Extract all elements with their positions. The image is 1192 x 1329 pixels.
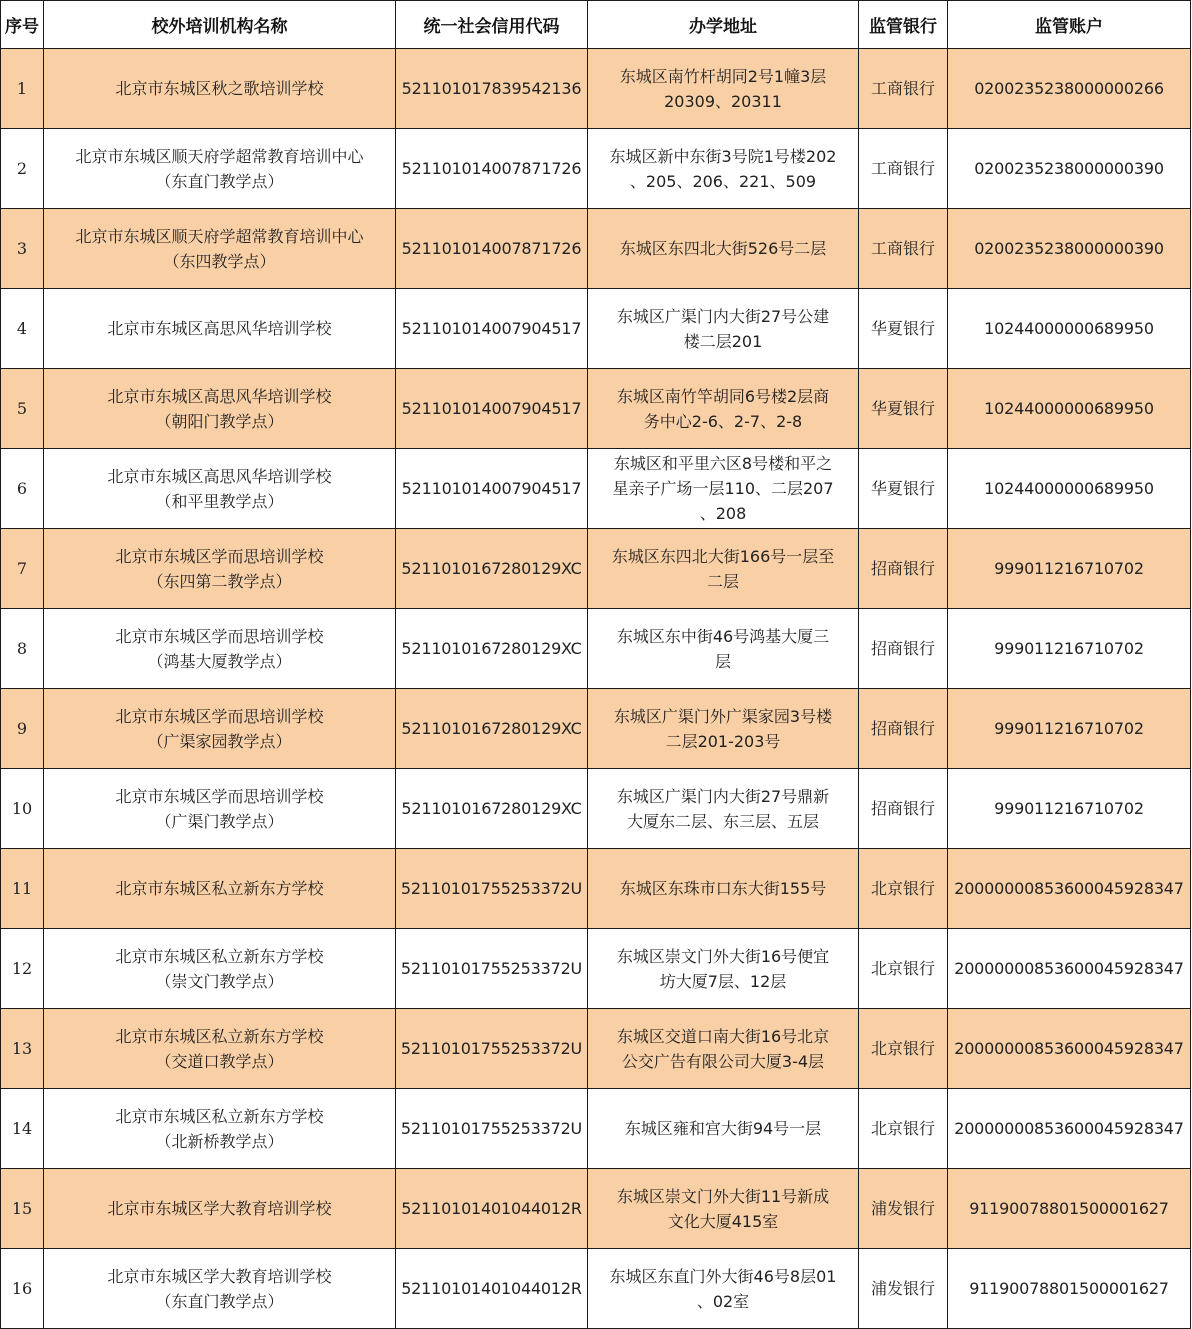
supervised-account: 0200235238000000390	[948, 209, 1191, 289]
institution-name-line: （东四第二教学点）	[147, 571, 292, 591]
school-address-line: 星亲子广场一层110、二层207	[612, 479, 834, 498]
supervising-bank: 浦发银行	[859, 1169, 948, 1249]
header-institution-name: 校外培训机构名称	[44, 1, 396, 49]
table-row	[1, 49, 1191, 129]
row-index: 12	[1, 929, 44, 1009]
institution-name-line: 北京市东城区秋之歌培训学校	[115, 79, 324, 98]
institution-name-line: 北京市东城区学而思培训学校	[115, 786, 324, 806]
supervising-bank: 北京银行	[859, 1009, 948, 1089]
institution-name	[44, 1009, 396, 1089]
institution-name	[44, 529, 396, 609]
school-address	[588, 689, 859, 769]
header-address: 办学地址	[588, 1, 859, 49]
institution-name-line: （广渠门教学点）	[155, 811, 284, 831]
supervised-account: 0200235238000000266	[948, 49, 1191, 129]
institution-name-line: 北京市东城区私立新东方学校	[115, 879, 324, 898]
school-address-line: 层	[714, 651, 731, 671]
institution-name	[44, 929, 396, 1009]
credit-code: 5211010167280129XC	[396, 769, 588, 849]
school-address-line: 二层201-203号	[665, 731, 781, 751]
row-index: 13	[1, 1009, 44, 1089]
school-address-line: 文化大厦415室	[667, 1211, 779, 1231]
school-address-line: 、208	[699, 504, 747, 523]
school-address	[588, 289, 859, 369]
credit-code: 5211010167280129XC	[396, 609, 588, 689]
school-address	[588, 769, 859, 849]
institution-name	[44, 1089, 396, 1169]
school-address-line: 东城区东珠市口东大街155号	[619, 879, 827, 898]
supervising-bank: 北京银行	[859, 1089, 948, 1169]
credit-code: 521101014007871726	[396, 209, 588, 289]
institution-name-line: （交道口教学点）	[155, 1051, 284, 1071]
school-address-line: 、02室	[696, 1291, 750, 1311]
institution-name-line: （和平里教学点）	[155, 491, 284, 511]
institution-name-line: 北京市东城区顺天府学超常教育培训中心	[75, 146, 364, 166]
row-index: 10	[1, 769, 44, 849]
supervised-account: 20000000853600045928347	[948, 849, 1191, 929]
supervising-bank: 北京银行	[859, 849, 948, 929]
institution-name	[44, 129, 396, 209]
institution-name	[44, 369, 396, 449]
school-address-line: 东城区南竹竿胡同6号楼2层商	[616, 386, 830, 406]
supervised-account: 10244000000689950	[948, 449, 1191, 529]
school-address	[588, 1169, 859, 1249]
school-address-line: 东城区雍和宫大街94号一层	[624, 1119, 822, 1138]
row-index: 8	[1, 609, 44, 689]
row-index: 5	[1, 369, 44, 449]
institution-name	[44, 449, 396, 529]
credit-code: 52110101755253372U	[396, 1009, 588, 1089]
school-address-line: 东城区南竹杆胡同2号1幢3层	[619, 66, 827, 86]
row-index: 3	[1, 209, 44, 289]
supervised-account: 91190078801500001627	[948, 1169, 1191, 1249]
supervising-bank: 华夏银行	[859, 369, 948, 449]
institution-name	[44, 289, 396, 369]
school-address	[588, 849, 859, 929]
row-index: 9	[1, 689, 44, 769]
supervised-account: 10244000000689950	[948, 289, 1191, 369]
supervising-bank: 招商银行	[859, 609, 948, 689]
institution-name-line: （鸿基大厦教学点）	[147, 651, 292, 671]
row-index: 11	[1, 849, 44, 929]
row-index: 4	[1, 289, 44, 369]
institution-name-line: （崇文门教学点）	[155, 971, 284, 991]
school-address-line: 20309、20311	[664, 91, 782, 111]
school-address	[588, 1009, 859, 1089]
row-index: 14	[1, 1089, 44, 1169]
supervised-account: 20000000853600045928347	[948, 1089, 1191, 1169]
school-address-line: 东城区广渠门内大街27号鼎新	[616, 786, 830, 806]
credit-code: 521101014007904517	[396, 369, 588, 449]
supervised-account: 999011216710702	[948, 529, 1191, 609]
school-address	[588, 929, 859, 1009]
school-address-line: 楼二层201	[683, 331, 763, 351]
row-index: 2	[1, 129, 44, 209]
school-address-line: 大厦东二层、东三层、五层	[626, 811, 819, 831]
supervising-bank: 招商银行	[859, 769, 948, 849]
row-index: 16	[1, 1249, 44, 1329]
institution-name-line: 北京市东城区私立新东方学校	[115, 946, 324, 966]
table-row	[1, 209, 1191, 289]
credit-code: 52110101401044012R	[396, 1249, 588, 1329]
institution-name	[44, 1249, 396, 1329]
credit-code: 52110101401044012R	[396, 1169, 588, 1249]
school-address	[588, 609, 859, 689]
institution-name	[44, 209, 396, 289]
credit-code: 52110101755253372U	[396, 849, 588, 929]
school-address-line: 东城区崇文门外大街16号便宜	[616, 946, 830, 966]
institution-name-line: 北京市东城区高思风华培训学校	[107, 466, 332, 486]
table-row	[1, 529, 1191, 609]
institution-name-line: 北京市东城区学而思培训学校	[115, 626, 324, 646]
table-row	[1, 1089, 1191, 1169]
school-address-line: 东城区东直门外大街46号8层01	[609, 1266, 837, 1286]
supervised-account: 999011216710702	[948, 609, 1191, 689]
school-address-line: 东城区东四北大街166号一层至	[611, 546, 835, 566]
table-row	[1, 449, 1191, 529]
school-address-line: 东城区广渠门外广渠家园3号楼	[613, 706, 833, 726]
institution-name-line: （东直门教学点）	[155, 171, 284, 191]
credit-code: 5211010167280129XC	[396, 529, 588, 609]
school-address-line: 东城区东四北大街526号二层	[619, 239, 827, 258]
table-row	[1, 289, 1191, 369]
credit-code: 521101014007904517	[396, 289, 588, 369]
institution-name	[44, 769, 396, 849]
credit-code: 521101017839542136	[396, 49, 588, 129]
school-address-line: 东城区和平里六区8号楼和平之	[613, 454, 833, 473]
supervised-account: 999011216710702	[948, 769, 1191, 849]
supervising-bank: 华夏银行	[859, 449, 948, 529]
institution-name-line: 北京市东城区学大教育培训学校	[107, 1266, 332, 1286]
table-row	[1, 849, 1191, 929]
institution-name	[44, 609, 396, 689]
school-address-line: 东城区广渠门内大街27号公建	[616, 306, 830, 326]
table-row	[1, 689, 1191, 769]
school-address	[588, 529, 859, 609]
supervised-account: 20000000853600045928347	[948, 929, 1191, 1009]
institution-name-line: 北京市东城区高思风华培训学校	[107, 386, 332, 406]
supervising-bank: 工商银行	[859, 209, 948, 289]
table-row	[1, 1009, 1191, 1089]
school-address	[588, 209, 859, 289]
credit-code: 5211010167280129XC	[396, 689, 588, 769]
supervising-bank: 浦发银行	[859, 1249, 948, 1329]
header-bank: 监管银行	[859, 1, 948, 49]
school-address-line: 东城区交道口南大街16号北京	[616, 1026, 830, 1046]
row-index: 7	[1, 529, 44, 609]
table-header-row	[1, 1, 1191, 49]
table-row	[1, 609, 1191, 689]
school-address	[588, 1249, 859, 1329]
institution-name-line: 北京市东城区私立新东方学校	[115, 1026, 324, 1046]
institution-name-line: 北京市东城区高思风华培训学校	[107, 319, 332, 338]
school-address	[588, 1089, 859, 1169]
supervised-account: 10244000000689950	[948, 369, 1191, 449]
table-row	[1, 769, 1191, 849]
credit-code: 52110101755253372U	[396, 1089, 588, 1169]
header-index: 序号	[1, 1, 44, 49]
institution-name-line: （北新桥教学点）	[155, 1131, 284, 1151]
institution-name-line: 北京市东城区私立新东方学校	[115, 1106, 324, 1126]
header-account: 监管账户	[948, 1, 1191, 49]
school-address-line: 东城区崇文门外大街11号新成	[616, 1186, 830, 1206]
credit-code: 521101014007871726	[396, 129, 588, 209]
institution-name-line: 北京市东城区学大教育培训学校	[107, 1199, 332, 1218]
supervised-account: 0200235238000000390	[948, 129, 1191, 209]
supervised-account: 20000000853600045928347	[948, 1009, 1191, 1089]
supervising-bank: 工商银行	[859, 129, 948, 209]
institution-name-line: 北京市东城区学而思培训学校	[115, 706, 324, 726]
header-credit-code: 统一社会信用代码	[396, 1, 588, 49]
school-address-line: 公交广告有限公司大厦3-4层	[621, 1051, 825, 1071]
table-row	[1, 369, 1191, 449]
school-address	[588, 49, 859, 129]
table-row	[1, 929, 1191, 1009]
school-address-line: 二层	[706, 571, 739, 591]
supervising-bank: 招商银行	[859, 689, 948, 769]
table-body	[1, 49, 1191, 1329]
supervising-bank: 北京银行	[859, 929, 948, 1009]
school-address-line: 东城区新中东街3号院1号楼202	[609, 146, 837, 166]
table-row	[1, 1169, 1191, 1249]
school-address-line: 务中心2-6、2-7、2-8	[643, 411, 803, 431]
institution-name-line: （广渠家园教学点）	[147, 731, 292, 751]
institution-name	[44, 1169, 396, 1249]
supervising-bank: 华夏银行	[859, 289, 948, 369]
table-row	[1, 1249, 1191, 1329]
institution-name	[44, 849, 396, 929]
school-address-line: 东城区东中街46号鸿基大厦三	[616, 626, 830, 646]
credit-code: 521101014007904517	[396, 449, 588, 529]
supervising-bank: 招商银行	[859, 529, 948, 609]
institution-name-line: （东直门教学点）	[155, 1291, 284, 1311]
school-address	[588, 129, 859, 209]
school-address	[588, 449, 859, 529]
institution-name-line: （朝阳门教学点）	[155, 411, 284, 431]
school-address-line: 、205、206、221、509	[629, 171, 817, 191]
credit-code: 52110101755253372U	[396, 929, 588, 1009]
school-address	[588, 369, 859, 449]
row-index: 6	[1, 449, 44, 529]
supervising-bank: 工商银行	[859, 49, 948, 129]
institution-name	[44, 689, 396, 769]
table-row	[1, 129, 1191, 209]
supervised-account: 999011216710702	[948, 689, 1191, 769]
row-index: 15	[1, 1169, 44, 1249]
institution-name-line: （东四教学点）	[163, 251, 276, 271]
supervised-account: 91190078801500001627	[948, 1249, 1191, 1329]
row-index: 1	[1, 49, 44, 129]
institution-name-line: 北京市东城区学而思培训学校	[115, 546, 324, 566]
school-address-line: 坊大厦7层、12层	[659, 971, 787, 991]
institution-name-line: 北京市东城区顺天府学超常教育培训中心	[75, 226, 364, 246]
institution-name	[44, 49, 396, 129]
